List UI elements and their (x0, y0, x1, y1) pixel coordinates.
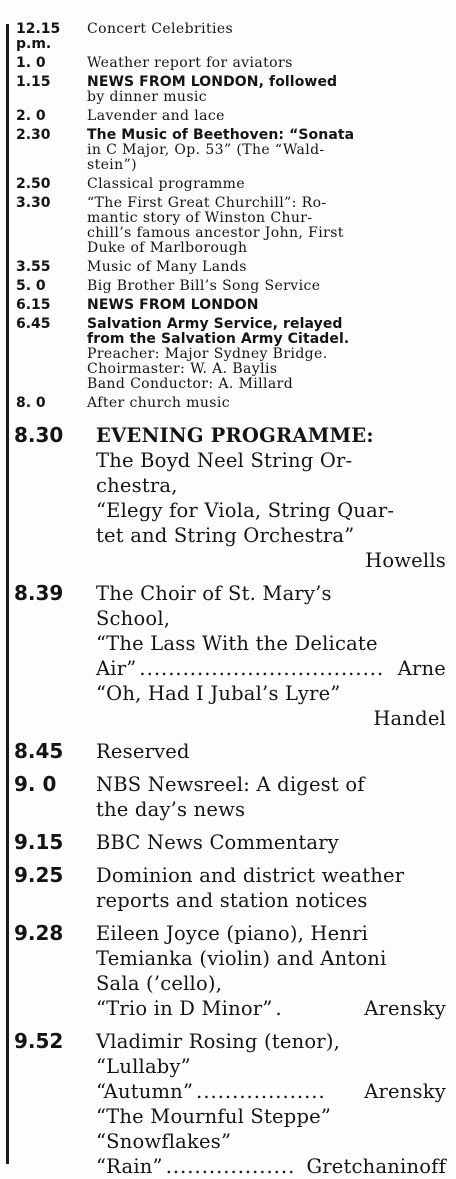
entry-description (96, 830, 446, 855)
entry-time: 2.30 (16, 127, 51, 143)
entry-line: from the Salvation Army Citadel. (87, 331, 350, 347)
listing-entry (14, 22, 446, 52)
dot-leader: . (275, 997, 283, 1020)
entry-line: reports and station notices (96, 889, 368, 912)
entry-line: Music of Many Lands (87, 259, 247, 275)
entry-description (87, 128, 446, 173)
entry-line: Band Conductor: A. Millard (87, 376, 294, 392)
entry-line: Choirmaster: W. A. Baylis (87, 361, 278, 377)
listing-entry-large (14, 921, 446, 1021)
entry-line: Weather report for aviators (87, 55, 293, 71)
entry-line: Vladimir Rosing (tenor), (96, 1030, 341, 1053)
entry-line: Dominion and district weather (96, 864, 405, 887)
entry-line: tet and String Orchestra” (96, 524, 355, 547)
entry-time: 3.30 (16, 195, 51, 211)
entry-line-with-leader (96, 1079, 446, 1104)
dot-leader: .................................. (139, 657, 385, 680)
composer: Gretchaninoff (306, 1155, 446, 1178)
entry-line: chestra, (96, 474, 178, 497)
entry-description (87, 22, 446, 37)
work-title: “Rain” (96, 1155, 163, 1178)
entry-description (87, 196, 446, 256)
listing-entry (14, 109, 446, 124)
listing-entry (14, 56, 446, 71)
work-title: “Trio in D Minor” (96, 997, 273, 1020)
entry-description (87, 75, 446, 105)
entry-time: 9. 0 (14, 772, 57, 796)
entry-description (96, 863, 446, 913)
entry-line: The Music of Beethoven: “Sonata (87, 127, 355, 143)
work-title: “Autumn” (96, 1080, 194, 1103)
listing-entry-large (14, 1029, 446, 1179)
entry-description (87, 260, 446, 275)
entry-time: 8.39 (14, 581, 64, 605)
entry-time: 9.25 (14, 863, 64, 887)
composer: Howells (365, 549, 446, 572)
listing-entry (14, 396, 446, 411)
entry-line: After church music (87, 395, 230, 411)
entry-time: 9.15 (14, 830, 64, 854)
entry-description (96, 772, 446, 822)
entry-description (96, 423, 446, 573)
entry-line: “Oh, Had I Jubal’s Lyre” (96, 682, 341, 705)
entry-line: Duke of Marlborough (87, 240, 248, 256)
entry-line: Preacher: Major Sydney Bridge. (87, 346, 328, 362)
entry-time: 2.50 (16, 176, 51, 192)
entry-time: 1. 0 (16, 55, 46, 71)
entry-line: BBC News Commentary (96, 831, 339, 854)
listing-entry-large (14, 739, 446, 764)
entry-line: NEWS FROM LONDON, followed (87, 74, 338, 90)
entry-line-with-leader (96, 656, 446, 681)
entry-description (87, 317, 446, 392)
entry-time: 12.15 p.m. (16, 21, 61, 52)
entry-line: Sala (’cello), (96, 972, 223, 995)
entry-line: “The First Great Churchill”: Ro- (87, 195, 327, 211)
entry-time: 8. 0 (16, 395, 46, 411)
entry-line: “Lullaby” (96, 1055, 191, 1078)
composer: Arensky (364, 997, 446, 1020)
entry-line: The Boyd Neel String Or- (96, 449, 353, 472)
entry-line: in C Major, Op. 53” (The “Wald- (87, 142, 325, 158)
entry-description (96, 581, 446, 731)
composer: Arne (397, 657, 446, 680)
entry-line: Big Brother Bill’s Song Service (87, 278, 321, 294)
listing-entry (14, 298, 446, 313)
entry-line: “The Mournful Steppe” (96, 1105, 332, 1128)
entry-description (96, 921, 446, 1021)
section-title: EVENING PROGRAMME: (96, 424, 374, 447)
listing-entry (14, 196, 446, 256)
entry-line: “Elegy for Viola, String Quar- (96, 499, 395, 522)
composer: Arensky (364, 1080, 446, 1103)
entry-line: School, (96, 607, 171, 630)
entry-line: by dinner music (87, 89, 208, 105)
listing-entry (14, 260, 446, 275)
entry-line-with-leader (96, 1154, 446, 1179)
entry-description (87, 56, 446, 71)
listing-entry (14, 279, 446, 294)
listing-entry-large (14, 423, 446, 573)
entry-description (87, 298, 446, 313)
composer: Handel (373, 707, 446, 730)
entry-line: chill’s famous ancestor John, First (87, 225, 344, 241)
entry-time: 5. 0 (16, 278, 46, 294)
dot-leader: .................. (196, 1080, 326, 1103)
entry-line: “Snowflakes” (96, 1130, 232, 1153)
entry-time: 2. 0 (16, 108, 46, 124)
entry-time: 8.30 (14, 423, 64, 447)
listing-entry-large (14, 772, 446, 822)
listing-entry (14, 128, 446, 173)
entry-description (87, 177, 446, 192)
entry-line: Lavender and lace (87, 108, 225, 124)
listing-entry (14, 177, 446, 192)
entry-line: Temianka (violin) and Antoni (96, 947, 387, 970)
entry-description (87, 396, 446, 411)
listing-entry-large (14, 830, 446, 855)
entry-time: 6.45 (16, 316, 51, 332)
entry-line: the day’s news (96, 798, 246, 821)
entry-line-with-leader (96, 996, 446, 1021)
dot-leader: .................. (165, 1155, 296, 1178)
entry-line: The Choir of St. Mary’s (96, 582, 332, 605)
listing-entry (14, 317, 446, 392)
entry-description (96, 739, 446, 764)
entry-line: Reserved (96, 740, 190, 763)
entry-description (87, 109, 446, 124)
entry-line: Salvation Army Service, relayed (87, 316, 343, 332)
entry-description (96, 1029, 446, 1179)
entry-time: 3.55 (16, 259, 51, 275)
entry-line: Concert Celebrities (87, 21, 234, 37)
entry-time: 1.15 (16, 74, 51, 90)
entry-line: Eileen Joyce (piano), Henri (96, 922, 369, 945)
programme-listing (14, 22, 446, 1179)
entry-time: 8.45 (14, 739, 64, 763)
listing-entry-large (14, 863, 446, 913)
entry-time: 6.15 (16, 297, 51, 313)
entry-time: 9.52 (14, 1029, 64, 1053)
entry-description (87, 279, 446, 294)
entry-line: Classical programme (87, 176, 246, 192)
entry-time: 9.28 (14, 921, 64, 945)
entry-line: mantic story of Winston Chur- (87, 210, 313, 226)
column-rule (6, 24, 9, 1164)
entry-line: NBS Newsreel: A digest of (96, 773, 365, 796)
listing-entry (14, 75, 446, 105)
entry-line: stein”) (87, 157, 138, 173)
listing-entry-large (14, 581, 446, 731)
entry-line: NEWS FROM LONDON (87, 297, 259, 313)
work-title: Air” (96, 657, 137, 680)
entry-line: “The Lass With the Delicate (96, 632, 378, 655)
